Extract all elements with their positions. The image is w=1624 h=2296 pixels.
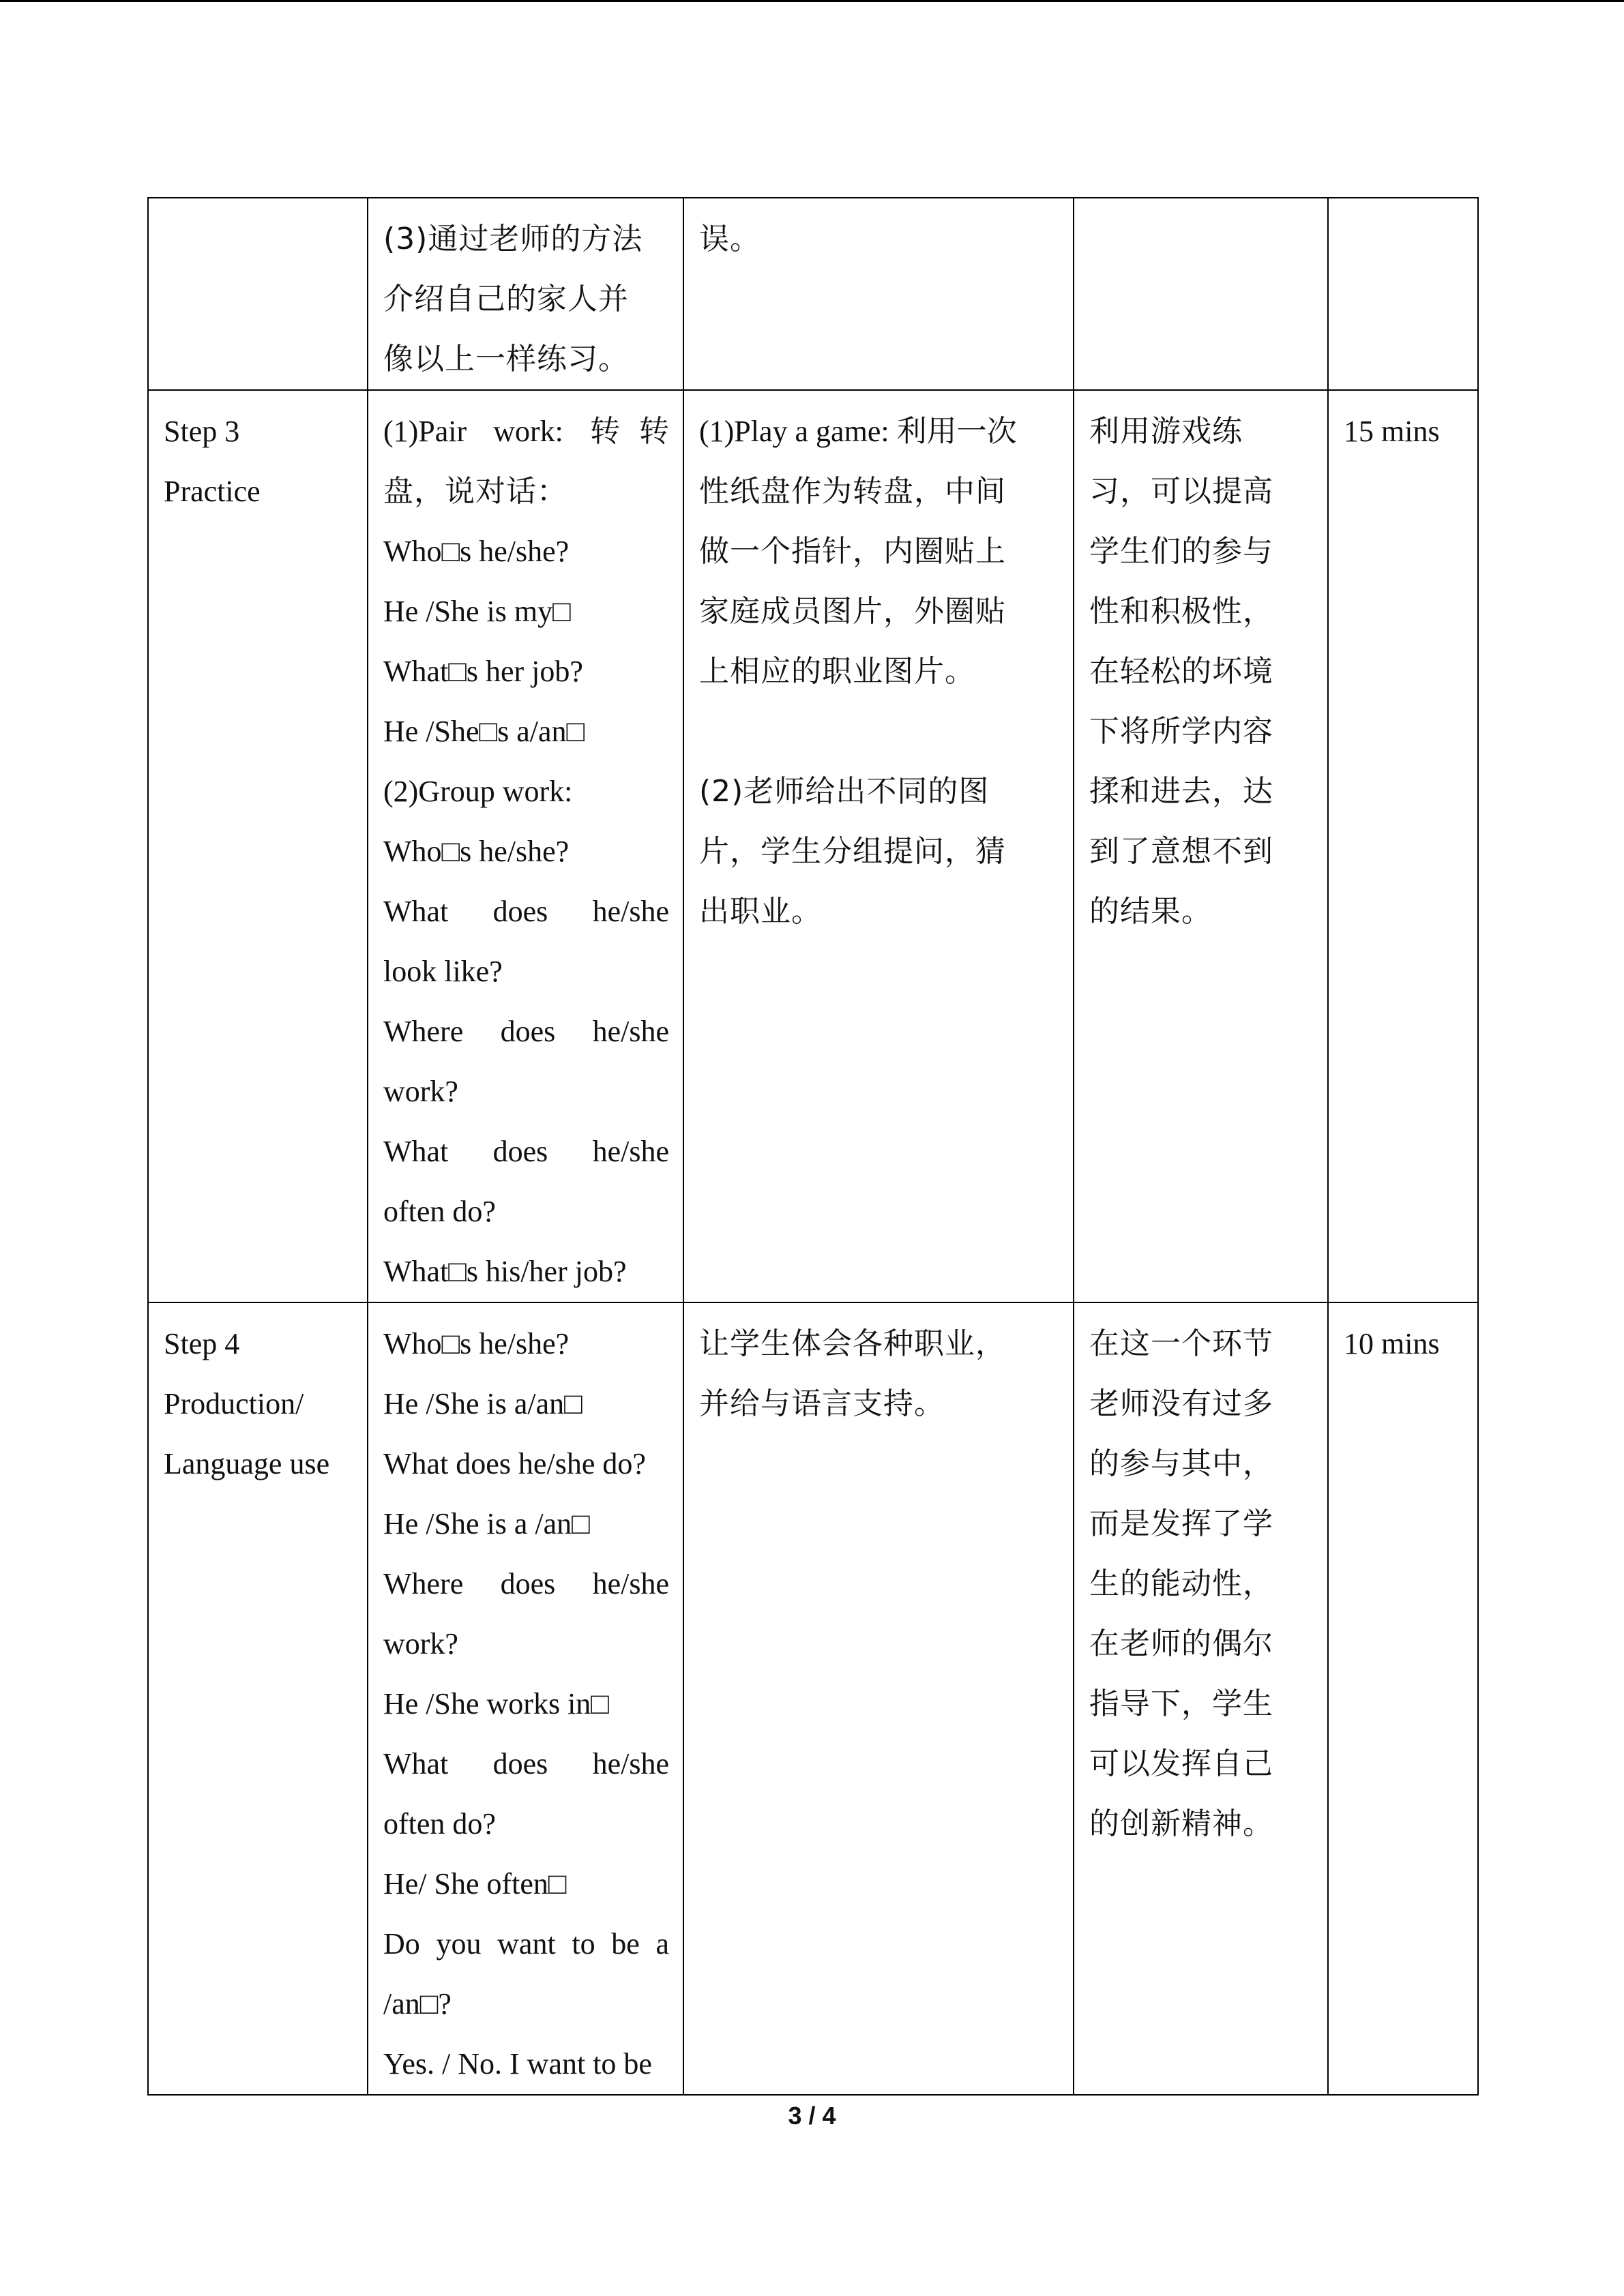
text-line: look like? <box>383 955 503 988</box>
text-line: Do you want to be a <box>383 1927 669 1960</box>
text-line: 让学生体会各种职业， <box>699 1326 1006 1361</box>
time-cell <box>1328 198 1478 390</box>
step-label: Step 3 <box>164 415 240 448</box>
text-line: 像以上一样练习。 <box>383 342 629 376</box>
text-line: (3)通过老师的方法 <box>383 222 643 256</box>
text-line: Who□s he/she? <box>383 535 570 568</box>
lesson-plan-table <box>147 197 1479 2096</box>
text-line: He/ She often□ <box>383 1867 567 1900</box>
text-line: 揉和进去，达 <box>1089 774 1273 809</box>
text-line: Who□s he/she? <box>383 835 570 868</box>
page-number: 3 / 4 <box>788 2102 836 2130</box>
text-line: 到了意想不到 <box>1089 834 1273 869</box>
text-line: 性纸盘作为转盘，中间 <box>699 474 1006 509</box>
text-line: 在这一个环节 <box>1089 1326 1273 1361</box>
text-line: 盘，说对话： <box>383 474 567 509</box>
teacher-activity-cell <box>683 1302 1074 2095</box>
table-row <box>148 1302 1478 2095</box>
text-line: 下将所学内容 <box>1089 714 1273 749</box>
text-line: 出职业。 <box>699 894 822 929</box>
step-subtitle: Language use <box>164 1447 330 1480</box>
text-line: 在轻松的坏境 <box>1089 654 1273 689</box>
text-line: 性和积极性， <box>1089 594 1273 629</box>
step-title: Practice <box>164 475 261 508</box>
step-cell <box>148 198 368 390</box>
text-line: 家庭成员图片，外圈贴 <box>699 594 1006 629</box>
text-line: 在老师的偶尔 <box>1089 1626 1273 1661</box>
text-line: He /She is a/an□ <box>383 1387 582 1420</box>
table-row <box>148 198 1478 390</box>
text-line: 学生们的参与 <box>1089 534 1273 569</box>
text-line: 片，学生分组提问，猜 <box>699 834 1006 869</box>
text-line: (2)Group work: <box>383 775 573 808</box>
duration: 15 mins <box>1344 415 1440 448</box>
text-line: work? <box>383 1627 458 1660</box>
text-line: 的参与其中， <box>1089 1446 1273 1481</box>
text-line: 误。 <box>699 222 761 256</box>
text-line: He /She is my□ <box>383 595 571 628</box>
text-line: /an□? <box>383 1987 452 2021</box>
text-line: He /She works in□ <box>383 1687 609 1720</box>
text-line: He /She□s a/an□ <box>383 715 585 748</box>
text-line: What does he/she <box>383 1135 669 1168</box>
step-label: Step 4 <box>164 1327 240 1360</box>
step-cell <box>148 390 368 1302</box>
text-line: What□s his/her job? <box>383 1255 627 1288</box>
text-line: 介绍自己的家人并 <box>383 282 629 316</box>
text-line: 的创新精神。 <box>1089 1806 1273 1841</box>
teacher-activity-cell <box>683 390 1074 1302</box>
text-line: 可以发挥自己 <box>1089 1746 1273 1781</box>
top-border-line <box>0 0 1624 2</box>
text-line: What does he/she <box>383 1747 669 1780</box>
activities-cell <box>368 198 683 390</box>
purpose-cell <box>1074 1302 1328 2095</box>
text-line: 老师没有过多 <box>1089 1386 1273 1421</box>
text-line: 利用游戏练 <box>1089 414 1243 449</box>
activities-cell <box>368 390 683 1302</box>
text-line: Who□s he/she? <box>383 1327 570 1360</box>
text-line: (1)Pair work: 转转 <box>383 415 669 448</box>
text-line: (1)Play a game: 利用一次 <box>699 415 1017 448</box>
text-line: What□s her job? <box>383 655 583 688</box>
text-line: 的结果。 <box>1089 894 1212 929</box>
text-line: (2)老师给出不同的图 <box>699 774 990 809</box>
text-line: He /She is a /an□ <box>383 1507 590 1540</box>
teacher-activity-cell <box>683 198 1074 390</box>
text-line: 而是发挥了学 <box>1089 1506 1273 1541</box>
text-line: What does he/she <box>383 895 669 928</box>
text-line: 并给与语言支持。 <box>699 1386 945 1421</box>
text-line: often do? <box>383 1807 496 1840</box>
duration: 10 mins <box>1344 1327 1440 1360</box>
time-cell <box>1328 390 1478 1302</box>
step-cell <box>148 1302 368 2095</box>
table-row <box>148 390 1478 1302</box>
step-title: Production/ <box>164 1387 304 1420</box>
text-line: Yes. / No. I want to be <box>383 2047 652 2081</box>
text-line: Where does he/she <box>383 1015 669 1048</box>
purpose-cell <box>1074 390 1328 1302</box>
text-line: often do? <box>383 1195 496 1228</box>
time-cell <box>1328 1302 1478 2095</box>
text-line: work? <box>383 1075 458 1108</box>
text-line: 生的能动性， <box>1089 1566 1273 1601</box>
blank-line <box>699 702 1059 762</box>
text-line: 习，可以提高 <box>1089 474 1273 509</box>
activities-cell <box>368 1302 683 2095</box>
purpose-cell <box>1074 198 1328 390</box>
text-line: What does he/she do? <box>383 1447 646 1480</box>
text-line: 上相应的职业图片。 <box>699 654 975 689</box>
text-line: 指导下，学生 <box>1089 1686 1273 1721</box>
text-line: Where does he/she <box>383 1567 669 1600</box>
text-line: 做一个指针，内圈贴上 <box>699 534 1006 569</box>
